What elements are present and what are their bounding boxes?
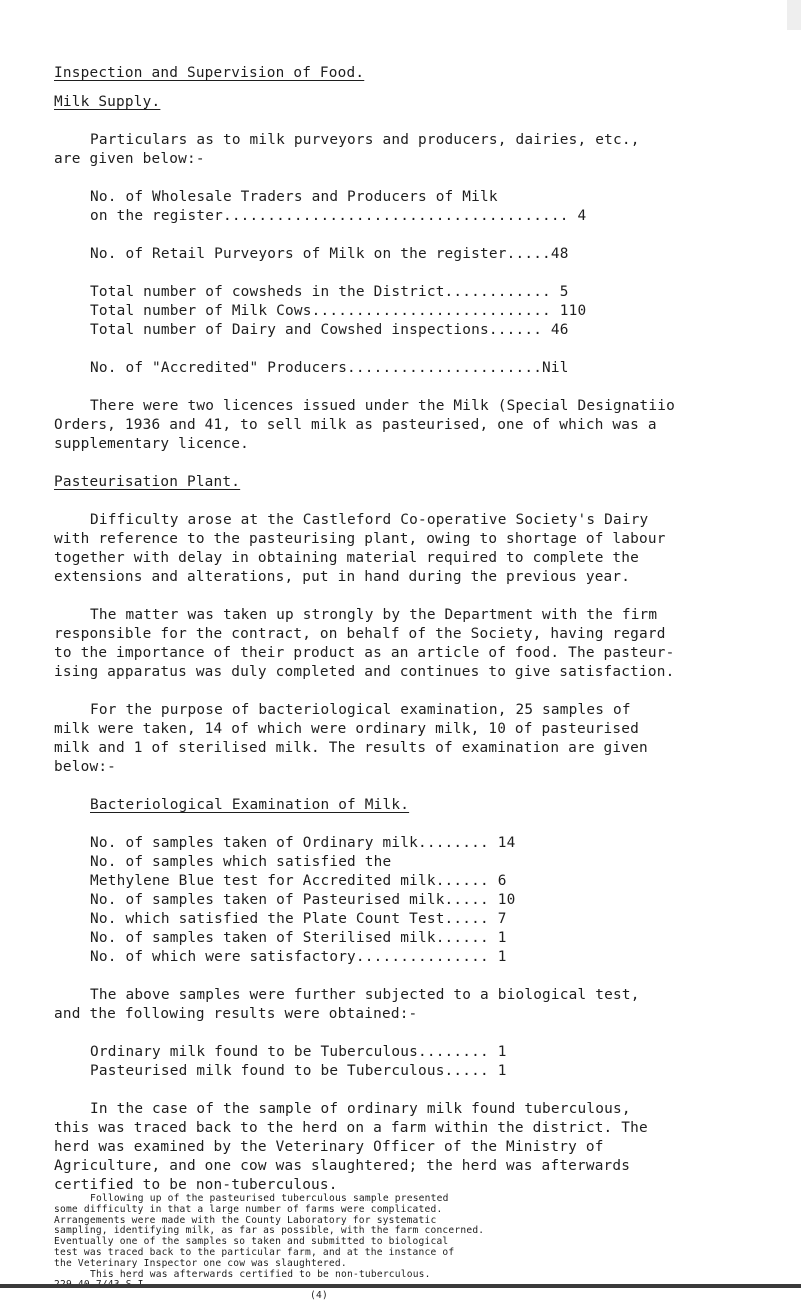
tb-line: In the case of the sample of ordinary milk found tuberculous, [90, 1101, 631, 1117]
samples-line: milk were taken, 14 of which were ordinary milk, 10 of pasteurised [54, 721, 640, 737]
pasteurisation-line: extensions and alterations, put in hand during the previous year. [54, 569, 631, 585]
pasteurisation-line: The matter was taken up strongly by the Department with the firm [90, 607, 658, 623]
register-line: Total number of Dairy and Cowshed inspections...... 46 [90, 322, 569, 338]
tb-line: Agriculture, and one cow was slaughtered; the herd was afterwards [54, 1158, 631, 1174]
tb-line: sampling, identifying milk, as far as possible, with the farm concerned. [54, 1225, 485, 1237]
tb-line: certified to be non-tuberculous. [54, 1177, 338, 1193]
pasteurisation-line: to the importance of their product as an article of food. The pasteur- [54, 645, 675, 661]
section-title-milk-supply: Milk Supply. [54, 94, 161, 110]
biological-result-line: Pasteurised milk found to be Tuberculous..... 1 [90, 1063, 507, 1079]
tb-line: test was traced back to the particular farm, and at the instance of [54, 1247, 455, 1258]
tb-line: this was traced back to the herd on a farm within the district. The [54, 1120, 648, 1136]
bacteriological-line: No. which satisfied the Plate Count Test..... 7 [90, 911, 507, 927]
section-title-bacteriological: Bacteriological Examination of Milk. [90, 797, 410, 813]
page-edge-shadow [787, 0, 801, 30]
closing-line: This herd was afterwards certified to be non-tuberculous. [90, 1268, 431, 1280]
bacteriological-line: Methylene Blue test for Accredited milk...... 6 [90, 873, 507, 889]
samples-line: milk and 1 of sterilised milk. The results of examination are given [54, 740, 648, 756]
licences-line: supplementary licence. [54, 436, 250, 452]
samples-line: For the purpose of bacteriological examination, 25 samples of [90, 702, 631, 718]
tb-line: Eventually one of the samples so taken and submitted to biological [54, 1236, 449, 1248]
intro-line: Particulars as to milk purveyors and producers, dairies, etc., [90, 132, 640, 148]
register-line: No. of Retail Purveyors of Milk on the register.....48 [90, 246, 569, 262]
biological-line: The above samples were further subjected to a biological test, [90, 987, 640, 1003]
section-title-pasteurisation: Pasteurisation Plant. [54, 474, 241, 490]
register-line: No. of Wholesale Traders and Producers of Milk [90, 189, 498, 205]
tb-line: Arrangements were made with the County Laboratory for systematic [54, 1214, 437, 1226]
tb-line: Following up of the pasteurised tuberculous sample presented [90, 1193, 449, 1204]
pasteurisation-line: with reference to the pasteurising plant, owing to shortage of labour [54, 531, 666, 547]
tb-line: some difficulty in that a large number of farms were complicated. [54, 1203, 443, 1215]
pasteurisation-line: together with delay in obtaining material required to complete the [54, 550, 640, 566]
page-bottom-rule [0, 1284, 801, 1288]
tb-line: herd was examined by the Veterinary Officer of the Ministry of [54, 1139, 604, 1155]
page-number: (4) [310, 1290, 328, 1301]
bacteriological-line: No. of samples taken of Sterilised milk...... 1 [90, 930, 507, 946]
licences-line: There were two licences issued under the Milk (Special Designatiio [90, 398, 676, 414]
pasteurisation-line: Difficulty arose at the Castleford Co-operative Society's Dairy [90, 512, 649, 528]
pasteurisation-line: ising apparatus was duly completed and continues to give satisfaction. [54, 664, 675, 680]
bacteriological-line: No. of samples taken of Pasteurised milk..... 10 [90, 892, 516, 908]
biological-line: and the following results were obtained:- [54, 1006, 418, 1022]
pasteurisation-line: responsible for the contract, on behalf of the Society, having regard [54, 626, 666, 642]
register-line: on the register....................................... 4 [90, 208, 587, 224]
register-line: No. of "Accredited" Producers......................Nil [90, 360, 569, 376]
intro-line: are given below:- [54, 151, 205, 167]
bacteriological-line: No. of which were satisfactory............... 1 [90, 949, 507, 965]
licences-line: Orders, 1936 and 41, to sell milk as pasteurised, one of which was a [54, 417, 657, 433]
page-heading: Inspection and Supervision of Food. [54, 65, 365, 81]
samples-line: below:- [54, 759, 117, 775]
bacteriological-line: No. of samples taken of Ordinary milk........ 14 [90, 835, 516, 851]
register-line: Total number of cowsheds in the District............ 5 [90, 284, 569, 300]
tb-line: the Veterinary Inspector one cow was slaughtered. [54, 1257, 347, 1269]
register-line: Total number of Milk Cows........................... 110 [90, 303, 587, 319]
biological-result-line: Ordinary milk found to be Tuberculous........ 1 [90, 1044, 507, 1060]
bacteriological-line: No. of samples which satisfied the [90, 854, 392, 870]
